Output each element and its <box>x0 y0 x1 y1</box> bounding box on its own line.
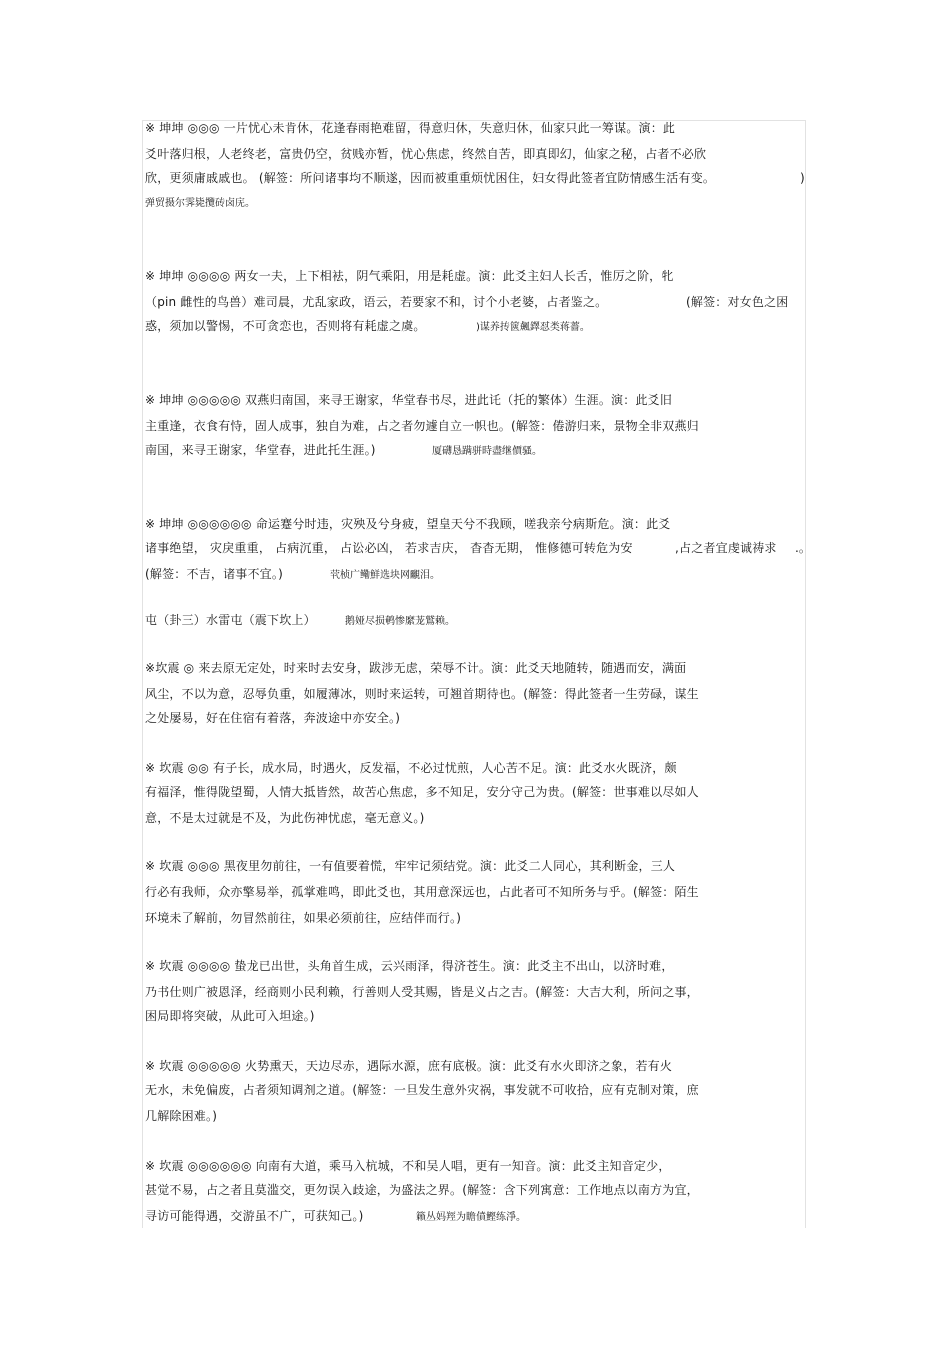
text-line: ※ 坤坤 ◎◎◎◎ 两女一夫，上下相袪，阴气乘阳，用是耗虚。演：此爻主妇人长舌，惟厉之阶，牝 <box>145 269 674 283</box>
text-line: 环境未了解前，勿冒然前往，如果必须前往，应结伴而行。) <box>145 911 462 925</box>
hexagram-heading: 屯（卦三）水雷屯（震下坎上） <box>145 613 316 627</box>
text-line: 之处屡易，好在住宿有着落，奔波途中亦安全。) <box>145 711 401 725</box>
text-line: ※ 坎震 ◎◎◎◎ 蛰龙已出世，头角首生成，云兴雨泽，得济苍生。演：此爻主不出山，以济时难， <box>145 959 674 973</box>
text-line: 欣，更须庸戚戚也。 (解签：所问诸事均不顺遂，因而被重重烦忧困住，妇女得此签者宜防情感生活有变。 <box>145 171 716 185</box>
text-line: ※ 坤坤 ◎◎◎◎◎ 双燕归南国，来寻王谢家，华堂春书尽，进此讬（托的繁体）生涯。演：此爻旧 <box>145 393 673 407</box>
text-line: 意，不是太过就是不及，为此伤神忧虑，毫无意义。) <box>145 811 425 825</box>
text-line: 无水，未免偏废，占者须知调剂之道。(解签：一旦发生意外灾祸，事发就不可收拾，应有克制对策，庶 <box>145 1083 699 1097</box>
text-line: 惑，须加以警惕，不可贪恋也，否则将有耗虚之虞。 <box>145 319 426 333</box>
text-line: ,占之者宜虔诚祷求 <box>675 541 777 555</box>
edge-mark: ) <box>800 171 805 185</box>
text-line: 爻叶落归根，人老终老，富贵仍空，贫贱亦暂，忧心焦虑，终然自苦，即真即幻，仙家之秘，占者不必欣 <box>145 147 707 161</box>
text-line: ※ 坤坤 ◎◎◎◎◎◎ 命运蹇兮时违，灾殃及兮身疲，望皇天兮不我顾，嗟我亲兮病斯危。演：此爻 <box>145 517 671 531</box>
text-line: 弹贸摄尔霁毙攬砖卤庑。 <box>145 198 255 209</box>
text-line: 几解除困难。) <box>145 1109 218 1123</box>
text-line: 困局即将突破，从此可入坦途。) <box>145 1009 315 1023</box>
text-line: )谋养抟篋飆鐸怼类蒋薔。 <box>476 322 590 333</box>
text-line: ※ 坎震 ◎◎◎◎◎◎ 向南有大道，乘马入杭城，不和吴人唱，更有一知音。演：此爻主知音定少， <box>145 1159 671 1173</box>
edge-mark: .。 <box>795 541 811 555</box>
text-line: 南国，来寻王谢家，华堂春，进此托生涯。) <box>145 443 376 457</box>
text-line: 茕桢广鳓鮮选块网覼泪。 <box>330 570 440 581</box>
text-line: ※坎震 ◎ 来去原无定处，时来时去安身，跋涉无虑，荣辱不计。演：此爻天地随转，随遇而安，满面 <box>145 661 687 675</box>
text-line: (解签：对女色之困 <box>686 295 789 309</box>
text-line: ※ 坎震 ◎◎◎ 黑夜里勿前往，一有值要着慌，牢牢记须结党。演：此爻二人同心，其利断金，三人 <box>145 859 676 873</box>
text-line: 主重逢，衣食有恃，固人成事，独自为难，占之者勿遽自立一帜也。(解签：倦游归来，景物全非双燕归 <box>145 419 699 433</box>
text-line: ※ 坤坤 ◎◎◎ 一片忧心未肯休，花逢春雨艳难留，得意归休，失意归休，仙家只此一筹谋。演：此 <box>145 121 676 135</box>
text-line: 籟丛妈羥为瞻僨鰹练淨。 <box>416 1212 526 1223</box>
text-line: 甚觉不易，占之者且莫滥交，更勿误入歧途，为盛法之界。(解签：含下列寓意：工作地点以南方为宜， <box>145 1183 699 1197</box>
text-line: 行必有我师，众亦擎易举，孤掌难鸣，即此爻也，其用意深远也，占此者可不知所务与乎。(解签：陌生 <box>145 885 699 899</box>
text-line: 厦礴恳蹒骈時盡继價骚。 <box>432 446 542 457</box>
text-line: 风尘，不以为意，忍辱负重，如履薄冰，则时来运转，可翘首期待也。(解签：得此签者一生劳碌，谋生 <box>145 687 699 701</box>
text-line: (解签：不吉，诸事不宜。) <box>145 567 283 581</box>
text-line: ※ 坎震 ◎◎◎◎◎ 火势熏天，天边尽赤，遇际水源，庶有底极。演：此爻有水火即济之象，若有火 <box>145 1059 673 1073</box>
text-line: 乃书仕则广被恩泽，经商则小民利赖，行善则人受其赐，皆是义占之吉。(解签：大吉大利，所问之事， <box>145 985 699 999</box>
text-line: 鹅娅尽损鹌惨縻茏鷲赖。 <box>345 616 455 627</box>
text-line: 寻访可能得遇，交游虽不广，可获知己。) <box>145 1209 364 1223</box>
text-line: （pin 雌性的鸟兽）难司晨，尤乱家政，语云，若要家不和，讨个小老婆，占者鉴之。 <box>145 295 608 309</box>
text-line: ※ 坎震 ◎◎ 有子长，成水局，时遇火，反发福，不必过忧煎，人心苦不足。演：此爻水火既济，颇 <box>145 761 677 775</box>
text-line: 诸事绝望， 灾戾重重， 占病沉重， 占讼必凶， 若求吉庆， 杳杳无期， 惟修德可转危为安 <box>145 541 633 555</box>
text-line: 有福泽，惟得陇望蜀，人情大抵皆然，故苦心焦虑，多不知足，安分守己为贵。(解签：世事难以尽如人 <box>145 785 699 799</box>
